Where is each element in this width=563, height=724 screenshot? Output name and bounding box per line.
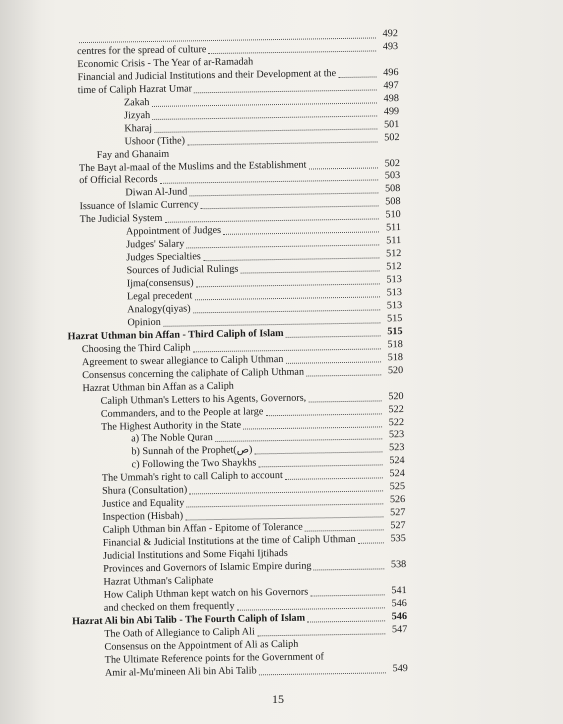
toc-entry-page: 503: [384, 170, 401, 182]
toc-entry-page: 538: [390, 558, 407, 571]
dot-leader: [187, 244, 380, 249]
toc-entry-title: Appointment of Judges: [125, 225, 222, 238]
toc-entry-page: 511: [386, 235, 402, 247]
toc-entry-page: 510: [385, 209, 401, 221]
dot-leader: [307, 619, 385, 622]
toc-entry-title: Hazrat Ali bin Abi Talib - The Fourth Caliph of Islam: [71, 612, 306, 628]
toc-entry-page: 512: [386, 261, 402, 273]
toc-entry-title: b) Sunnah of the Prophet(ص): [131, 444, 253, 458]
toc-entry-page: 546: [391, 610, 408, 623]
dot-leader: [306, 373, 381, 376]
toc-entry-title: Sources of Judicial Rulings: [126, 263, 239, 277]
dot-leader: [285, 477, 383, 481]
toc-entry-page: 518: [387, 351, 404, 364]
dot-leader: [189, 490, 383, 495]
toc-entry-page: 508: [385, 196, 401, 208]
dot-leader: [186, 503, 383, 508]
toc-entry-title: Financial and Judicial Institutions and their Development at the: [77, 67, 337, 83]
dot-leader: [243, 425, 382, 429]
dot-leader: [237, 606, 385, 610]
toc-entry-title: Consensus concerning the caliphate of Caliph Uthman: [82, 366, 305, 381]
toc-entry-title: c) Following the Two Shaykhs: [131, 457, 257, 471]
toc-entry-title: The Oath of Allegiance to Caliph Ali: [104, 626, 255, 640]
toc-entry-page: 492: [382, 28, 398, 40]
toc-entry-page: 549: [392, 662, 408, 674]
toc-entry-title: Ushoor (Tithe): [124, 135, 186, 148]
toc-entry-title: Agreement to swear allegiance to Caliph Uthman: [81, 353, 284, 368]
toc-entry-page: 522: [388, 416, 405, 428]
dot-leader: [190, 192, 379, 197]
dot-leader: [195, 295, 380, 300]
toc-entry-title: Judges' Salary: [126, 238, 185, 251]
page-number: 15: [272, 692, 284, 706]
toc-entry-page: 502: [384, 157, 401, 169]
toc-entry-title: Justice and Equality: [102, 497, 185, 510]
toc-entry-title: Commanders, and to the People at large: [100, 405, 264, 420]
dot-leader: [209, 49, 377, 54]
toc-entry-page: 524: [389, 455, 405, 467]
toc-entry-title: The Ummah's right to call Caliph to account: [101, 470, 283, 485]
dot-leader: [215, 438, 382, 443]
toc-entry-title: centres for the spread of culture: [77, 44, 207, 58]
toc-entry-title: time of Caliph Hazrat Umar: [77, 83, 193, 96]
dot-leader: [203, 257, 379, 262]
dot-leader: [193, 347, 381, 352]
toc-entry-title: Diwan Al-Jund: [125, 186, 188, 199]
toc-entry-page: 525: [389, 481, 406, 493]
toc-entry-page: 522: [388, 403, 404, 415]
toc-entry-page: 497: [383, 79, 399, 92]
toc-entry-title: The Bayt al-maal of the Muslims and the Establishment: [78, 159, 307, 174]
dot-leader: [358, 541, 384, 543]
dot-leader: [223, 231, 379, 235]
toc-entry-page: 524: [389, 468, 405, 480]
toc-entry-page: 513: [386, 300, 403, 312]
toc-entry-page: 498: [383, 92, 399, 105]
toc-entry-page: 527: [390, 520, 406, 532]
dot-leader: [305, 528, 384, 531]
toc-entry-page: 523: [388, 429, 405, 441]
dot-leader: [286, 360, 381, 363]
toc-entry-page: 541: [391, 584, 407, 597]
toc-entry-title: The Highest Authority in the State: [100, 419, 242, 433]
dot-leader: [310, 593, 384, 596]
dot-leader: [259, 464, 383, 468]
toc-entry-page: 499: [383, 105, 400, 118]
toc-entry-title: The Judicial System: [79, 213, 163, 226]
toc-entry-page: 511: [385, 222, 402, 234]
dot-leader: [193, 308, 380, 313]
dot-leader: [308, 399, 381, 402]
toc-entry-title: Kharaj: [124, 122, 153, 135]
toc-entry-title: Caliph Uthman bin Affan - Epitome of Tolerance: [102, 521, 303, 536]
toc-entry-page: 513: [386, 287, 403, 299]
toc-entry-title: Shura (Consultation): [101, 484, 188, 498]
dot-leader: [309, 166, 378, 169]
toc-entry-title: Ijma(consensus): [126, 277, 194, 290]
toc-entry-title: Amir al-Mu'mineen Ali bin Abi Talib: [104, 664, 257, 679]
toc-entry-title: Economic Crisis - The Year of ar-Ramadah: [77, 56, 254, 71]
dot-leader: [257, 632, 385, 636]
toc-entry-page: 535: [390, 533, 406, 545]
toc-entry-page: 513: [386, 274, 402, 286]
toc-entry-page: 523: [389, 442, 405, 454]
toc-entry-page: 520: [388, 390, 404, 402]
dot-leader: [187, 140, 377, 145]
dot-leader: [201, 205, 379, 210]
toc-entry-title: Caliph Uthman's Letters to his Agents, Governors,: [100, 392, 307, 407]
toc-entry-title: Inspection (Hisbah): [102, 510, 184, 523]
toc-entry-title: Analogy(qiyas): [127, 303, 191, 316]
dot-leader: [314, 567, 385, 570]
toc-entry-title: Opinion: [127, 316, 161, 329]
toc-entry-title: Jizyah: [124, 109, 151, 122]
toc-entry-title: Judicial Institutions and Some Fiqahi Ijtihads: [102, 547, 288, 562]
toc-entry-page: 527: [390, 507, 406, 519]
toc-entry-title: Consensus on the Appointment of Ali as Caliph: [104, 638, 299, 653]
toc-entry-title: of Official Records: [79, 174, 158, 187]
toc-entry-title: Issuance of Islamic Currency: [79, 199, 199, 213]
toc-entry-title: Judges Specialties: [126, 251, 201, 264]
toc-entry-title: a) The Noble Quran: [131, 432, 213, 445]
toc-entry-page: 496: [383, 66, 399, 79]
toc-entry-page: 526: [389, 494, 406, 506]
toc-entry-page: 515: [386, 312, 403, 325]
toc-entry-page: 547: [391, 623, 408, 635]
dot-leader: [196, 282, 380, 287]
toc-entry-title: Fay and Ghanaim: [96, 148, 170, 161]
toc-entry-page: 546: [391, 597, 407, 610]
toc-entry-page: 508: [384, 183, 401, 195]
dot-leader: [338, 75, 376, 78]
dot-leader: [194, 88, 377, 93]
toc-entry-title: Hazrat Uthman bin Affan as a Caliph: [82, 380, 234, 394]
dot-leader: [259, 671, 386, 675]
toc-entry-title: Financial & Judicial Institutions at the time of Caliph Uthman: [102, 533, 356, 549]
toc-entry-page: 512: [385, 248, 402, 260]
dot-leader: [286, 334, 381, 337]
toc-entry-title: Legal precedent: [126, 290, 193, 303]
toc-entry-title: Hazrat Uthman bin Affan - Third Caliph of Islam: [67, 327, 284, 343]
toc-entry-page: 493: [382, 41, 399, 53]
toc-entry-title: How Caliph Uthman kept watch on his Governors: [103, 586, 309, 601]
dot-leader: [185, 516, 383, 521]
toc-entry-title: Zakah: [123, 96, 150, 109]
toc-entry-title: Choosing the Third Caliph: [81, 342, 191, 355]
dot-leader: [241, 270, 380, 274]
toc-entry-page: 518: [387, 338, 403, 351]
toc-entry-title: Provinces and Governors of Islamic Empire during: [103, 560, 312, 575]
toc-entry-page: 515: [387, 325, 403, 338]
toc-entry-title: and checked on them frequently: [103, 600, 235, 614]
toc-entry-page: 502: [384, 131, 400, 143]
toc-entry-page: 520: [387, 364, 404, 376]
toc-entry-title: The Ultimate Reference points for the Government of: [104, 650, 324, 666]
toc-entry-title: Hazrat Uthman's Caliphate: [103, 574, 214, 588]
dot-leader: [265, 412, 381, 416]
toc-entry-page: 501: [383, 118, 400, 130]
dot-leader: [255, 451, 383, 455]
